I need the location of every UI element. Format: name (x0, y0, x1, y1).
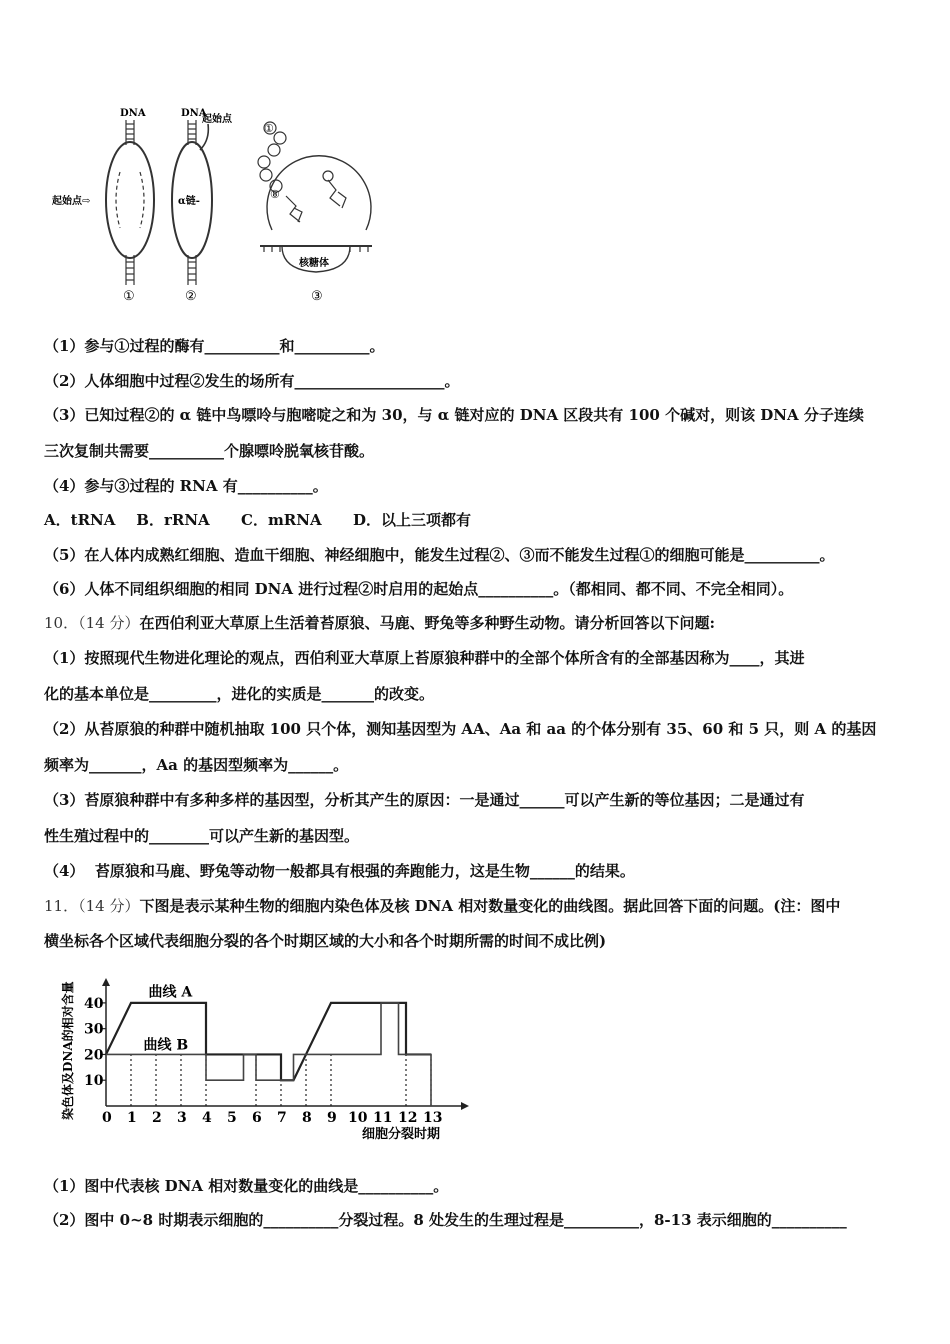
q11-stem-line2: 横坐标各个区域代表细胞分裂的各个时期区域的大小和各个时期所需的时间不成比例) (44, 932, 607, 950)
circle-1-label: ① (264, 122, 274, 135)
x-tick-label: 7 (277, 1110, 287, 1126)
q9-sub3-line1: （3）已知过程②的 α 链中鸟嘌呤与胞嘧啶之和为 30，与 α 链对应的 DNA 区段共有 100 个碱对，则该 DNA 分子连续 (44, 406, 864, 424)
q10-header (44, 613, 715, 633)
q9-sub6: （6）人体不同组织细胞的相同 DNA 进行过程②时启用的起始点__________。（都相同、都不同、不完全相同）。 (44, 580, 794, 598)
x-tick-label: 4 (202, 1110, 212, 1126)
dna-label-2: DNA (181, 108, 207, 119)
dna-label-1: DNA (120, 108, 146, 119)
q9-sub2: （2）人体细胞中过程②发生的场所有____________________。 (44, 372, 460, 390)
x-tick-label: 6 (252, 1110, 262, 1126)
x-tick-label: 1 (127, 1110, 137, 1126)
q10-number: 10．（14 分） (44, 614, 140, 632)
q11-sub2: （2）图中 0~8 时期表示细胞的__________分裂过程。8 处发生的生理过程是__________，8-13 表示细胞的__________ (44, 1211, 847, 1229)
q11-stem-line1: 下图是表示某种生物的细胞内染色体及核 DNA 相对数量变化的曲线图。据此回答下面的问题。(注：图中 (139, 897, 841, 915)
x-tick-label: 5 (227, 1110, 237, 1126)
x-tick-label: 10 (348, 1110, 368, 1126)
chart-x-axis-label: 细胞分裂时期 (362, 1127, 441, 1142)
q10-sub4: （4） 苔原狼和马鹿、野兔等动物一般都具有根强的奔跑能力，这是生物______的结果。 (44, 862, 635, 880)
annotation-curve-a: 曲线 A (148, 984, 193, 1001)
q11-number: 11．（14 分） (44, 897, 140, 915)
panel-1-label: ① (123, 289, 135, 304)
alpha-chain-label: α链- (178, 196, 200, 207)
ribosome-label: 核糖体 (299, 258, 329, 269)
x-tick-label: 0 (102, 1110, 112, 1126)
x-tick-label: 3 (177, 1110, 187, 1126)
panel-2-label: ② (185, 289, 197, 304)
chart-svg (58, 970, 478, 1145)
y-tick-label: 10 (84, 1073, 104, 1090)
origin-label-left: 起始点⇨ (52, 196, 91, 207)
y-tick-label: 40 (84, 995, 104, 1012)
x-tick-label: 11 (373, 1110, 393, 1126)
q10-sub1-line1: （1）按照现代生物进化理论的观点，西伯利亚大草原上苔原狼种群中的全部个体所含有的全部基因称为____，其进 (44, 649, 805, 667)
chart-x-arrow (461, 1102, 469, 1110)
q9-sub3-line2: 三次复制共需要__________个腺嘌呤脱氧核苷酸。 (44, 442, 375, 460)
y-tick-label: 30 (84, 1021, 104, 1038)
x-tick-label: 12 (398, 1110, 418, 1126)
origin-label-top: 起始点 (202, 114, 232, 125)
q9-sub1: （1）参与①过程的酶有__________和__________。 (44, 337, 385, 355)
figure1-svg (50, 100, 390, 305)
annotation-curve-b: 曲线 B (143, 1037, 189, 1054)
chromosome-dna-chart (58, 970, 478, 1145)
figure-replication-transcription-translation (50, 100, 390, 305)
panel-3-label: ③ (311, 289, 323, 304)
q11-sub1: （1）图中代表核 DNA 相对数量变化的曲线是__________。 (44, 1177, 449, 1195)
q10-sub2-line2: 频率为_______，Aa 的基因型频率为______。 (44, 756, 349, 774)
x-tick-label: 2 (152, 1110, 162, 1126)
q10-stem: 在西伯利亚大草原上生活着苔原狼、马鹿、野兔等多种野生动物。请分析回答以下问题: (139, 614, 715, 632)
q10-sub3-line1: （3）苔原狼种群中有多种多样的基因型，分析其产生的原因：一是通过______可以产生新的等位基因；二是通过有 (44, 791, 805, 809)
circle-8-label: ⑧ (270, 188, 280, 201)
x-tick-label: 8 (302, 1110, 312, 1126)
q10-sub2-line1: （2）从苔原狼的种群中随机抽取 100 只个体，测知基因型为 AA、Aa 和 aa 的个体分别有 35、60 和 5 只，则 A 的基因 (44, 720, 877, 738)
chart-y-arrow (102, 978, 110, 986)
q10-sub3-line2: 性生殖过程中的________可以产生新的基因型。 (44, 827, 360, 845)
y-tick-label: 20 (84, 1047, 104, 1064)
q10-sub1-line2: 化的基本单位是_________，进化的实质是_______的改变。 (44, 685, 435, 703)
q9-sub4: （4）参与③过程的 RNA 有__________。 (44, 477, 328, 495)
q9-sub4-options: A．tRNA B．rRNA C．mRNA D．以上三项都有 (44, 511, 471, 529)
x-tick-label: 9 (327, 1110, 337, 1126)
chart-y-axis-label: 染色体及DNA的相对含量 (61, 981, 75, 1120)
x-tick-label: 13 (423, 1110, 443, 1126)
q11-header (44, 896, 840, 916)
q9-sub5: （5）在人体内成熟红细胞、造血干细胞、神经细胞中，能发生过程②、③而不能发生过程①的细胞可能是__________。 (44, 546, 835, 564)
